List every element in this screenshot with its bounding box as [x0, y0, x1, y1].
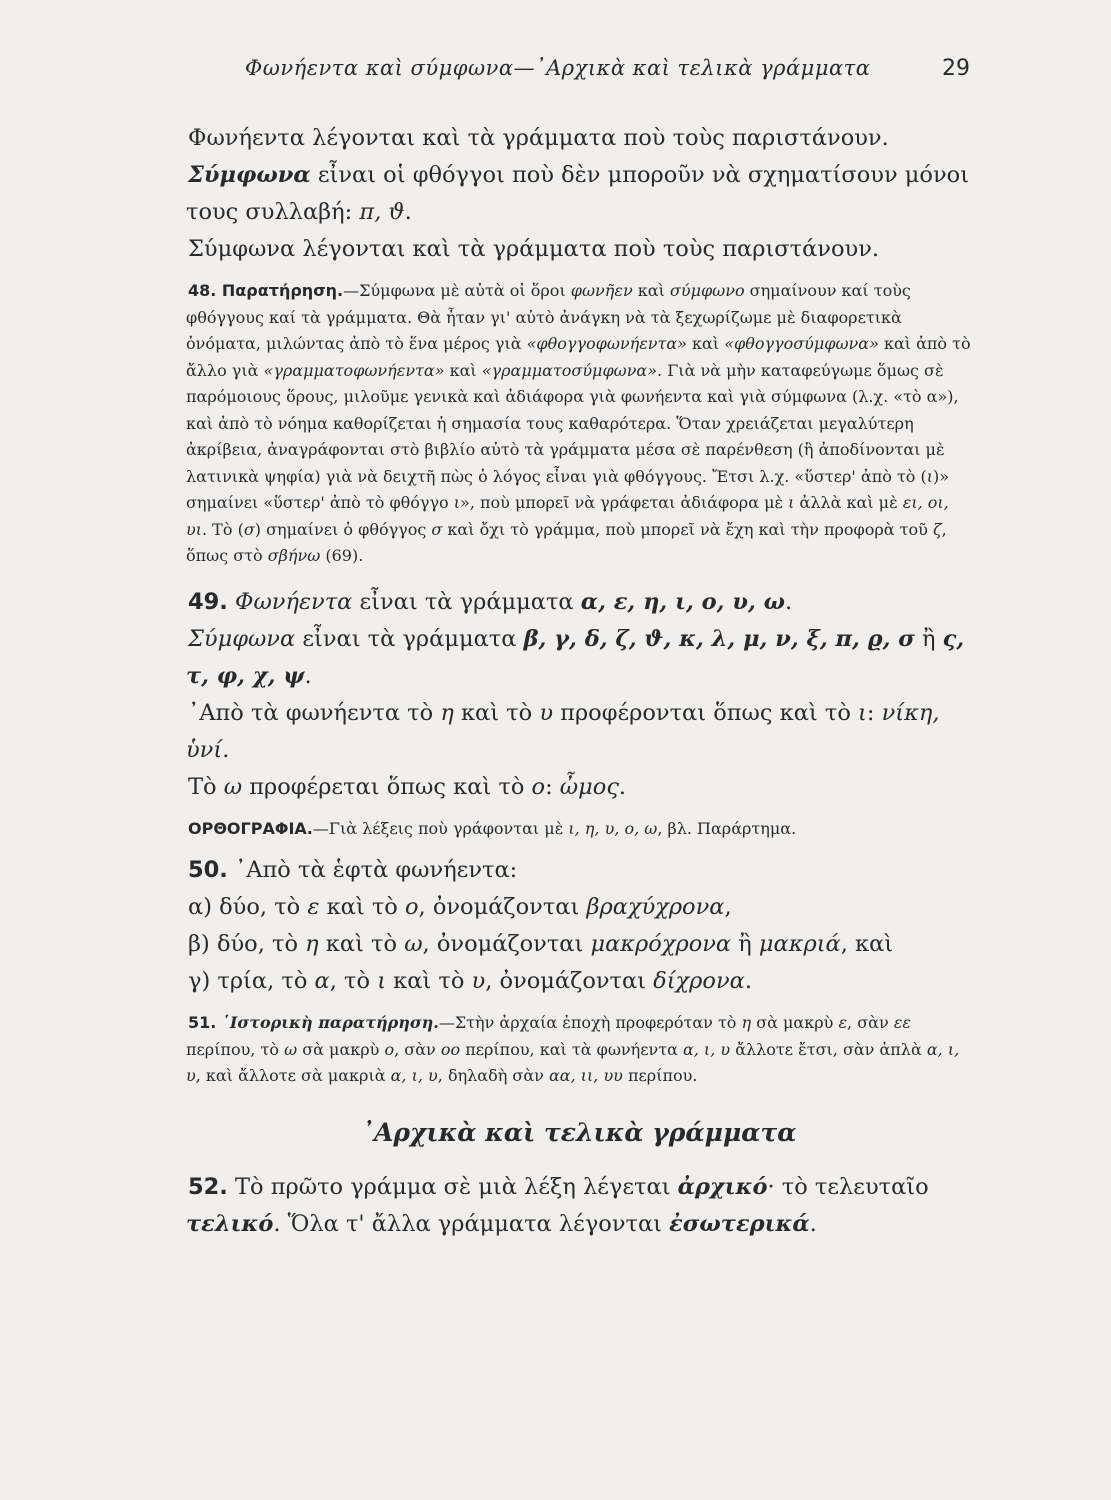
example-word: σβήνω — [267, 546, 321, 565]
term: δίχρονα — [653, 968, 745, 994]
letter: σ — [431, 519, 443, 539]
text: περίπου, καὶ τὰ φωνήεντα — [460, 1039, 683, 1059]
letter: ε — [307, 894, 320, 920]
section-50-item-a — [186, 889, 972, 926]
text: ) σημαίνει ὁ φθόγγος — [254, 519, 432, 539]
letter: υ — [471, 968, 486, 994]
section-number: 51. — [188, 1013, 217, 1032]
text: εἶναι τὰ γράμματα — [352, 588, 581, 615]
term: μακρόχρονα — [590, 931, 732, 957]
section-48 — [186, 278, 972, 570]
text: ἢ — [914, 625, 943, 652]
page-number: 29 — [942, 56, 970, 81]
text: περίπου, τὸ — [186, 1039, 285, 1059]
text: : — [866, 699, 882, 726]
section-heading: ᾿Αρχικὰ καὶ τελικὰ γράμματα — [361, 1117, 797, 1147]
punct: . — [785, 588, 793, 615]
term: «φθογγοφωνήεντα» — [526, 334, 687, 353]
text: καὶ τὸ — [453, 699, 540, 726]
term: «γραμματοσύμφωνα» — [481, 360, 658, 380]
term: βραχύχρονα — [586, 894, 725, 920]
punct: . — [809, 1210, 817, 1237]
text: προφέρεται ὅπως καὶ τὸ — [242, 773, 532, 800]
section-49-pronunciation-1 — [186, 695, 972, 769]
text: σημαίνουν καί τοὺς φθόγγους καί τὰ γράμματα. Θὰ ἦταν γι' αὐτὸ ἀνάγκη νὰ τὰ ξεχωρίζωμε μὲ διαφορετικὰ ὀνόματα, μιλώντας ἀπὸ τὸ ἕνα μέρος γιὰ — [186, 281, 911, 353]
term-fonienta: Φωνήεντα — [235, 588, 353, 615]
letter: ι — [858, 699, 867, 726]
text: καὶ τὸ — [318, 931, 405, 957]
text: περίπου. — [622, 1066, 698, 1085]
letter: ι — [926, 466, 934, 486]
letter: σ — [243, 519, 255, 539]
text: . Γιὰ νὰ μὴν καταφεύγωμε ὅμως σὲ παρόμοιους ὅρους, μιλοῦμε γενικὰ καὶ ἀδιάφορα γιὰ φωνήεντα καὶ γιὰ σύμφωνα (λ.χ. «τὸ α»), καὶ ἀπὸ τὸ νόημα καθορίζεται ἡ σημασία τους καθαρότερα. Ὅταν χρειάζεται μεγαλύτερη ἀκρίβεια, ἀναγράφονται στὸ βιβλίο αὐτὸ τὰ γράμματα μέσα σὲ παρένθεση (ἢ ἀποδίνονται μὲ λατινικὰ ψηφία) γιὰ νὰ δειχτῆ πὼς ὁ λόγος εἶναι γιὰ φθόγγους. Ἔτσι λ.χ. «ὕστερ' ἀπὸ τὸ ( — [186, 360, 959, 486]
text: καὶ τὸ — [386, 968, 472, 994]
text: γ) τρία, τὸ — [188, 968, 315, 994]
letter: η — [440, 699, 454, 726]
text: , καὶ — [840, 931, 894, 957]
text: καὶ — [686, 334, 725, 353]
punct: . — [744, 968, 752, 994]
letters: ι, η, υ, ο, ω — [568, 818, 658, 838]
text: , σὰν — [394, 1039, 441, 1059]
letter: ο — [531, 773, 546, 800]
text: —Σύμφωνα μὲ αὐτὰ οἱ ὅροι — [343, 281, 571, 300]
text: , ὀνομάζονται — [422, 931, 591, 957]
text: , βλ. Παράρτημα. — [657, 818, 797, 838]
text: )» σημαίνει «ὕστερ' ἀπὸ τὸ φθόγγο — [186, 466, 950, 512]
example-letters: π, ϑ — [359, 199, 405, 225]
term-internal: ἐσωτερικά — [669, 1210, 810, 1237]
text: , δηλαδὴ σὰν — [437, 1066, 549, 1085]
example-words: νίκη, ὑνί — [186, 699, 940, 763]
text: Τὸ — [188, 773, 224, 800]
intro-line-1: Φωνήεντα λέγονται καὶ τὰ γράμματα ποὺ τοὺς παριστάνουν. — [188, 125, 889, 151]
text: , ὀνομάζονται — [485, 968, 654, 994]
term: σύμφωνο — [669, 281, 745, 300]
text: , ὅπως στὸ — [186, 519, 947, 565]
text: ἄλλοτε ἔτσι, σὰν ἁπλὰ — [730, 1039, 927, 1059]
text: Τὸ πρῶτο γράμμα σὲ μιὰ λέξη λέγεται — [227, 1173, 678, 1200]
letter: ι — [453, 493, 461, 512]
letter: υ — [539, 699, 554, 726]
text: εἶναι τὰ γράμματα — [295, 625, 524, 652]
punct: . — [404, 199, 412, 225]
text: —Στὴν ἀρχαία ἐποχὴ προφερόταν τὸ — [438, 1013, 742, 1032]
text: —Γιὰ λέξεις ποὺ γράφονται μὲ — [312, 818, 569, 838]
letters: α, ι, υ — [682, 1039, 731, 1059]
letters: α, ι, υ — [390, 1066, 438, 1085]
section-49-pronunciation-2 — [186, 769, 972, 806]
punct: , — [724, 894, 732, 920]
running-head-title: Φωνήεντα καὶ σύμφωνα—᾿Αρχικὰ καὶ τελικὰ γράμματα — [245, 56, 871, 80]
example-word: ὦμος — [559, 773, 619, 800]
letters: αα, ιι, υυ — [548, 1066, 623, 1085]
text: , τὸ — [329, 968, 378, 994]
intro-paragraph-2 — [186, 157, 972, 231]
intro-text: εἶναι οἱ φθόγγοι ποὺ δὲν μποροῦν νὰ σχηματίσουν μόνοι τους συλλαβή: — [186, 162, 970, 225]
letter: α — [314, 968, 330, 994]
text: καὶ — [444, 360, 482, 380]
consonants-list-2: ς, τ, φ, χ, ψ — [186, 625, 965, 689]
section-number: 48. — [188, 281, 217, 300]
term: «φθογγοσύμφωνα» — [724, 334, 879, 353]
section-50-intro — [186, 852, 972, 889]
letter: ε — [838, 1013, 848, 1032]
intro-paragraph-1 — [186, 120, 972, 157]
text: , σὰν — [847, 1013, 894, 1032]
page-body — [186, 120, 972, 1243]
text: : — [545, 773, 560, 800]
letter: ι — [788, 493, 795, 512]
letter: ο — [384, 1039, 395, 1059]
section-heading-inline: Παρατήρηση. — [216, 281, 344, 300]
punct: . — [222, 736, 230, 763]
section-number: 50. — [188, 857, 228, 883]
text: , ὀνομάζονται — [418, 894, 587, 920]
text: ᾿Απὸ τὰ ἑφτὰ φωνήεντα: — [227, 857, 518, 883]
letter: η — [741, 1013, 752, 1032]
letter: ο — [404, 894, 419, 920]
text: καὶ ἀπὸ τὸ ἄλλο γιὰ — [186, 334, 971, 380]
letter: ι — [377, 968, 387, 994]
vowels-list: α, ε, η, ι, ο, υ, ω — [580, 588, 786, 615]
letter: ω — [223, 773, 243, 800]
term: μακριά — [758, 931, 841, 957]
letter: εε — [893, 1013, 911, 1032]
punct: . — [304, 662, 312, 689]
text: προφέρονται ὅπως καὶ τὸ — [553, 699, 859, 726]
letter: οο — [440, 1039, 461, 1059]
letter: ω — [404, 931, 423, 957]
running-head — [0, 56, 1111, 88]
spacer — [186, 1000, 972, 1010]
punct: . — [618, 773, 627, 800]
text: καὶ ὄχι τὸ γράμμα, ποὺ μπορεῖ νὰ ἔχη καὶ τὴν προφορὰ τοῦ — [442, 519, 933, 539]
letter: ζ — [932, 519, 942, 539]
text: β) δύο, τὸ — [188, 931, 306, 957]
consonants-list: β, γ, δ, ζ, ϑ, κ, λ, μ, ν, ξ, π, ϱ, σ — [523, 625, 915, 652]
text: ἀλλὰ καὶ μὲ — [794, 493, 903, 512]
term-initial: ἀρχικό — [677, 1173, 768, 1200]
letter: η — [305, 931, 319, 957]
term-final: τελικό — [186, 1210, 274, 1237]
text: (69). — [320, 546, 364, 565]
section-52 — [186, 1169, 972, 1243]
spacer — [186, 570, 972, 584]
text: . Τὸ ( — [202, 519, 244, 539]
section-number: 49. — [188, 588, 228, 615]
spacer — [186, 806, 972, 816]
term-symfona: Σύμφωνα — [188, 625, 296, 652]
term: φωνῆεν — [570, 281, 633, 300]
text: ᾿Απὸ τὰ φωνήεντα τὸ — [188, 699, 441, 726]
spacer — [186, 268, 972, 278]
intro-line-3: Σύμφωνα λέγονται καὶ τὰ γράμματα ποὺ τοὺς παριστάνουν. — [188, 236, 880, 262]
orthography-label: ΟΡΘΟΓΡΑΦΙΑ. — [188, 818, 313, 838]
text: καὶ τὸ — [319, 894, 405, 920]
section-number: 52. — [188, 1173, 228, 1200]
term: «γραμματοφωνήεντα» — [263, 360, 445, 380]
text: . Ὅλα τ' ἄλλα γράμματα λέγονται — [273, 1210, 670, 1237]
text: , καὶ ἄλλοτε σὰ μακριὰ — [195, 1066, 391, 1085]
section-50-item-c — [186, 963, 972, 1000]
orthography-note — [186, 816, 972, 843]
text: σὰ μακρὺ — [297, 1039, 385, 1059]
section-50-item-b — [186, 926, 972, 963]
text: σὰ μακρὺ — [751, 1013, 839, 1032]
text: · τὸ τελευταῖο — [767, 1173, 929, 1200]
text: α) δύο, τὸ — [188, 894, 308, 920]
intro-paragraph-3 — [186, 231, 972, 268]
section-heading-inline: ῾Ιστορικὴ παρατήρηση. — [216, 1013, 439, 1032]
letters: α, ι, υ — [186, 1039, 960, 1085]
spacer — [186, 842, 972, 852]
section-49-consonants — [186, 621, 972, 695]
section-49-vowels — [186, 584, 972, 621]
letter: ει, οι, υι — [186, 493, 949, 539]
term-symfona: Σύμφωνα — [188, 162, 311, 188]
text: ἢ — [731, 931, 759, 957]
text: », ποὺ μπορεῖ νὰ γράφεται ἀδιάφορα μὲ — [460, 493, 789, 512]
text: καὶ — [632, 281, 670, 300]
section-51 — [186, 1010, 972, 1090]
letter: ω — [284, 1039, 298, 1059]
